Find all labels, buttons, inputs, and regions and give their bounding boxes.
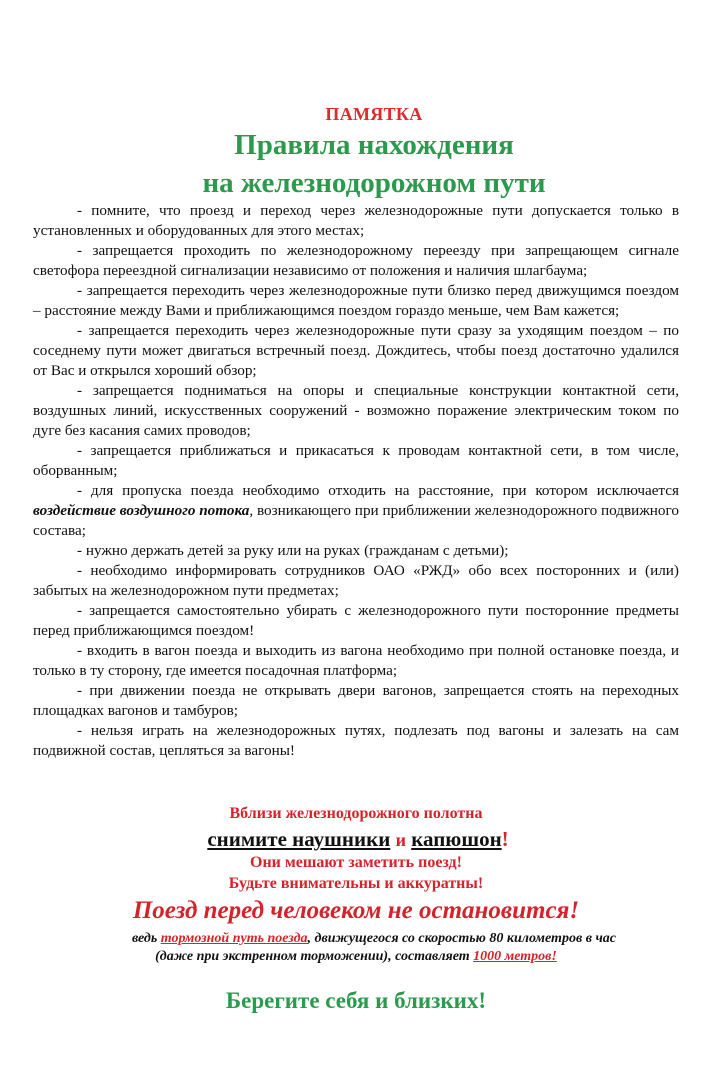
headphones-text: снимите наушники [207,827,391,851]
memo-label: ПАМЯТКА [325,104,423,124]
rule-text-pre: - для пропуска поезда необходимо отходить на расстояние, при котором исключается [77,482,679,499]
braking-note-line-1 [0,929,712,948]
headphones-hood-warning [0,827,712,852]
rule-text-post: , возникающего при приближении железнодорожного подвижного состава; [33,502,679,539]
exclamation: ! [501,827,509,851]
title-line-2: на железнодорожном пути [202,167,546,199]
rule-item: - запрещается проходить по железнодорожному переезду при запрещающем сигнале светофора переездной сигнализации независимо от положения и наличия шлагбаума; [33,242,679,279]
rule-item: - помните, что проезд и переход через железнодорожные пути допускается только в установленных и оборудованных для этого местах; [33,202,679,239]
rule-emphasis: воздействие воздушного потока [33,502,250,519]
rule-item: - запрещается переходить через железнодорожные пути сразу за уходящим поездом – по соседнему пути может двигаться встречный поезд. Дождитесь, чтобы поезд достаточно удалился от Вас и открылся хороший обзор; [33,322,679,379]
rule-item-air-flow [33,481,679,541]
rule-item: - входить в вагон поезда и выходить из вагона необходимо при полной остановке поезда, и только в ту сторону, где имеется посадочная платформа; [33,642,679,679]
rule-item: - нельзя играть на железнодорожных путях, подлезать под вагоны и залезать на сам подвижной состав, цепляться за вагоны! [33,722,679,759]
braking-note-line-2 [0,947,712,966]
note-pre: ведь [131,931,161,946]
rule-item: - нужно держать детей за руку или на руках (гражданам с детьми); [77,542,509,559]
rule-item: - запрещается самостоятельно убирать с железнодорожного пути посторонние предметы перед приближающимся поездом! [33,602,679,639]
rules-list [33,201,679,761]
rule-item: - запрещается приближаться и прикасаться к проводам контактной сети, в том числе, оборванным; [33,442,679,479]
rule-item: - при движении поезда не открывать двери вагонов, запрещается стоять на переходных площадках вагонов и тамбуров; [33,682,679,719]
interfere-warning: Они мешают заметить поезд! [250,854,462,871]
note-line2-pre: (даже при экстренном торможении), составляет [155,949,474,964]
footer-slogan: Берегите себя и близких! [225,988,487,1013]
braking-distance-value: 1000 метров! [473,949,557,964]
careful-warning: Будьте внимательны и аккуратны! [228,875,484,892]
note-mid: , движущегося со скоростью 80 километров в час [307,931,617,946]
rule-item: - необходимо информировать сотрудников ОАО «РЖД» обо всех посторонних и (или) забытых на железнодорожном пути предметах; [33,562,679,599]
near-track-warning: Вблизи железнодорожного полотна [229,805,483,822]
title-line-1: Правила нахождения [234,129,514,161]
hood-text: капюшон [411,827,502,851]
rule-item: - запрещается подниматься на опоры и специальные конструкции контактной сети, воздушных линий, искусственных сооружений - возможно поражение электрическим током по дуге без касания самих проводов; [33,382,679,439]
braking-distance-term: тормозной путь поезда [160,931,308,946]
and-text: и [395,830,406,850]
train-wont-stop-warning: Поезд перед человеком не остановится! [132,897,580,924]
rule-item: - запрещается переходить через железнодорожные пути близко перед движущимся поездом – расстояние между Вами и приближающимся поездом гораздо меньше, чем Вам кажется; [33,282,679,319]
